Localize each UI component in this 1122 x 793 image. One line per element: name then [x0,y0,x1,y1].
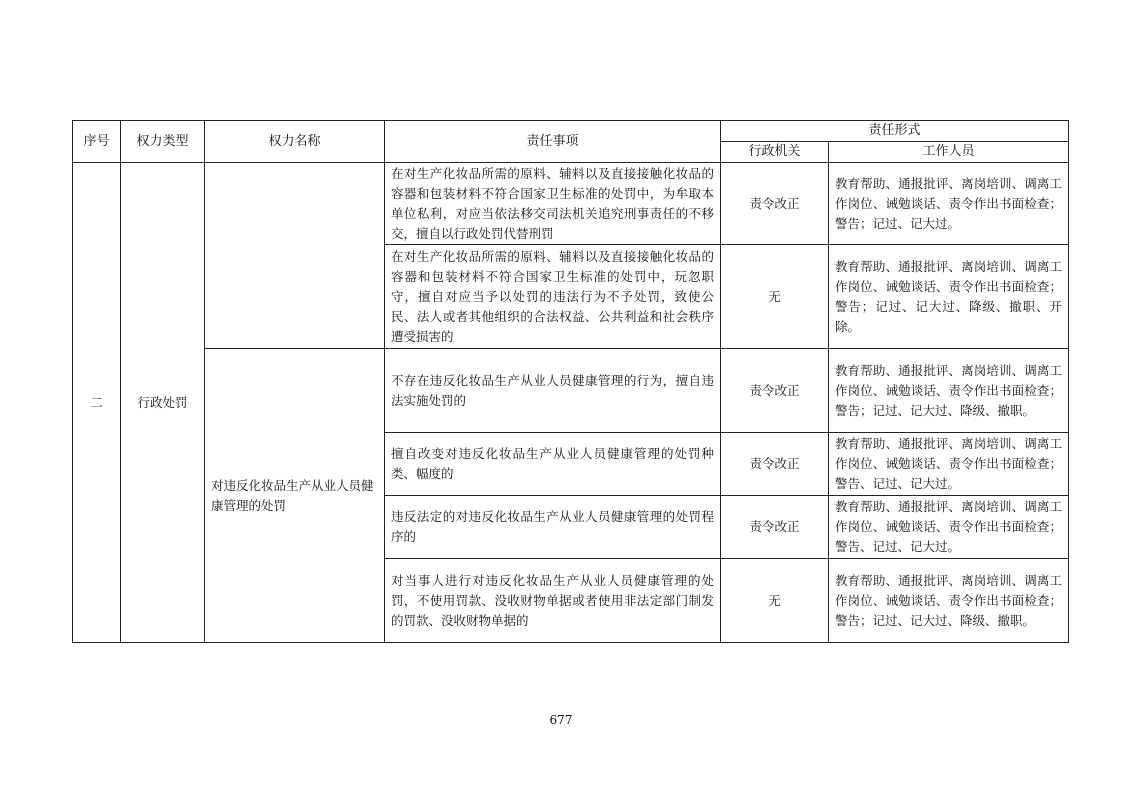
table-row [73,349,1069,433]
header-seq: 序号 [73,121,121,163]
agency-cell: 无 [721,559,829,643]
agency-cell: 责令改正 [721,349,829,433]
matter-cell: 在对生产化妆品所需的原料、辅料以及直接接触化妆品的容器和包装材料不符合国家卫生标准的处罚中，玩忽职守，擅自对应当予以处罚的违法行为不予处罚，致使公民、法人或者其他组织的合法权益、公共利益和社会秩序遭受损害的 [385,245,721,349]
staff-cell: 教育帮助、通报批评、离岗培训、调离工作岗位、诫勉谈话、责令作出书面检查；警告、记过、记大过。 [829,496,1069,559]
agency-cell: 责令改正 [721,496,829,559]
page-number: 677 [549,713,573,727]
header-responsibility-form: 责任形式 [721,121,1069,142]
agency-cell: 无 [721,245,829,349]
matter-cell: 擅自改变对违反化妆品生产从业人员健康管理的处罚种类、幅度的 [385,433,721,496]
header-staff: 工作人员 [829,142,1069,163]
agency-cell: 责令改正 [721,163,829,245]
matter-cell: 不存在违反化妆品生产从业人员健康管理的行为，擅自违法实施处罚的 [385,349,721,433]
power-type-cell: 行政处罚 [121,163,205,643]
agency-cell: 责令改正 [721,433,829,496]
matter-cell: 违反法定的对违反化妆品生产从业人员健康管理的处罚程序的 [385,496,721,559]
staff-cell: 教育帮助、通报批评、离岗培训、调离工作岗位、诫勉谈话、责令作出书面检查；警告；记过、记大过、降级、撤职、开除。 [829,245,1069,349]
header-power-type: 权力类型 [121,121,205,163]
matter-cell: 在对生产化妆品所需的原料、辅料以及直接接触化妆品的容器和包装材料不符合国家卫生标准的处罚中，为牟取本单位私利，对应当依法移交司法机关追究刑事责任的不移交，擅自以行政处罚代替刑罚 [385,163,721,245]
responsibility-table [72,120,1069,643]
staff-cell: 教育帮助、通报批评、离岗培训、调离工作岗位、诫勉谈话、责令作出书面检查；警告；记过、记大过、降级、撤职。 [829,559,1069,643]
matter-cell: 对当事人进行对违反化妆品生产从业人员健康管理的处罚，不使用罚款、没收财物单据或者使用非法定部门制发的罚款、没收财物单据的 [385,559,721,643]
table-row [73,163,1069,245]
staff-cell: 教育帮助、通报批评、离岗培训、调离工作岗位、诫勉谈话、责令作出书面检查；警告；记过、记大过。 [829,163,1069,245]
header-power-name: 权力名称 [205,121,385,163]
header-agency: 行政机关 [721,142,829,163]
power-name-cell-1 [205,163,385,349]
seq-cell: 二 [73,163,121,643]
staff-cell: 教育帮助、通报批评、离岗培训、调离工作岗位、诫勉谈话、责令作出书面检查；警告、记过、记大过。 [829,433,1069,496]
staff-cell: 教育帮助、通报批评、离岗培训、调离工作岗位、诫勉谈话、责令作出书面检查；警告；记过、记大过、降级、撤职。 [829,349,1069,433]
header-matter: 责任事项 [385,121,721,163]
power-name-cell-2: 对违反化妆品生产从业人员健康管理的处罚 [205,349,385,643]
